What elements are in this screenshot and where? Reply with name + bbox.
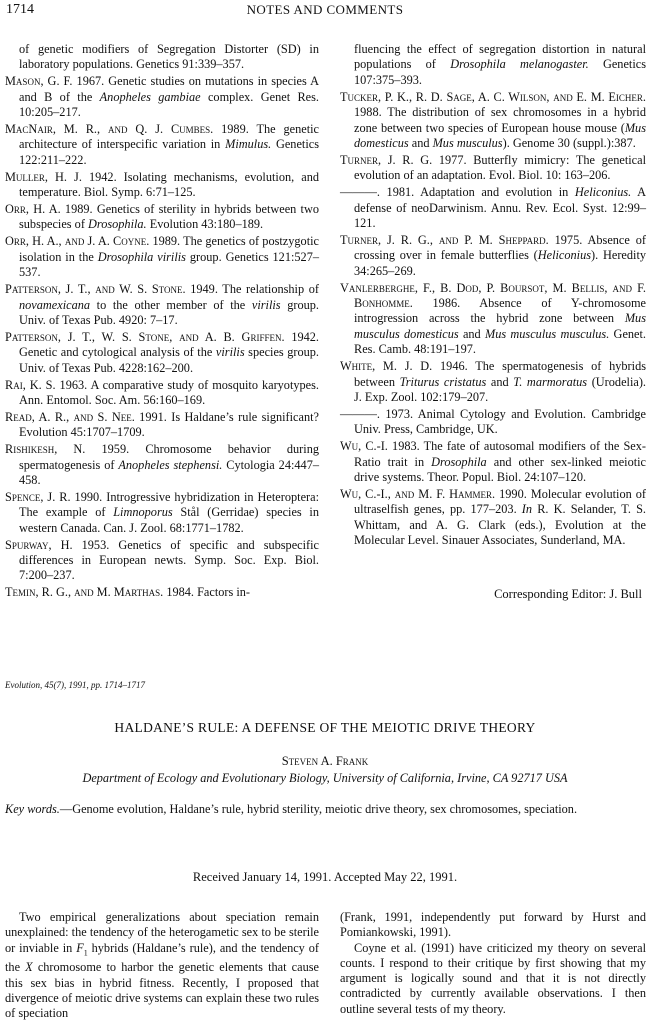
reference-text: Stål (Gerridae) species in western Canada. Can. J. Zool. 68:1771–1782. [19,505,319,535]
body-text-left [5,910,319,1022]
keywords [5,802,645,818]
page-number: 1714 [6,2,34,17]
journal-citation: Evolution, 45(7), 1991, pp. 1714–1717 [5,680,145,690]
reference-italic: Anopheles gambiae [99,89,201,104]
reference-italic: Drosophila [431,454,487,469]
reference-italic: Mus musculus domesticus [354,311,646,341]
reference-text: Evolution 43:180–189. [146,217,264,232]
body-text-subscript: 1 [83,948,88,958]
reference-entry [340,487,646,549]
reference-entry [340,407,646,438]
reference-text: fluencing the effect of segregation distortion in natural populations of [354,42,646,72]
reference-text: 1991. Is Haldane’s rule significant? Evolution 45:1707–1709. [19,409,319,440]
reference-text: 1963. A comparative study of mosquito karyotypes. Ann. Entomol. Soc. Am. 56:160–169. [19,377,319,407]
reference-italic: Heliconius. [574,185,632,200]
reference-text: of genetic modifiers of Segregation Distorter (SD) in laboratory populations. Genetics 91:339–357. [19,42,319,72]
reference-text: and [486,374,514,389]
body-text-right [340,910,646,1017]
reference-authors: Temin, R. G., and M. Marthas. [5,585,164,600]
reference-authors: White, M. J. D. [340,359,433,374]
reference-text: ). Genome 30 (suppl.):387. [502,135,636,150]
reference-text: Cytologia 24:447–458. [19,457,319,487]
reference-text: 1967. Genetic studies on mutations in species A and B of the [19,74,320,104]
reference-entry [340,233,646,279]
reference-text: 1953. Genetics of specific and subspecific differences in European newts. Symp. Soc. Exp. Biol. 7:200–237. [19,537,320,583]
reference-italic: Mus musculus [432,135,503,150]
reference-entry [340,153,646,184]
reference-italic: Mus domesticus [354,120,646,150]
reference-authors: Turner, J. R. G., and P. M. Sheppard. [340,232,549,247]
reference-text: Genetics 122:211–222. [19,137,319,167]
reference-authors: Orr, H. A. [5,202,61,217]
keywords-label: Key words. [5,802,60,816]
reference-authors: Wu, C.-I. [340,439,388,454]
reference-text: species group. Univ. of Texas Pub. 4228:162–200. [19,345,320,375]
article-title: HALDANE’S RULE: A DEFENSE OF THE MEIOTIC DRIVE THEORY [114,720,536,735]
reference-authors: Patterson, J. T., W. S. Stone, and A. B. Griffen. [5,329,285,344]
reference-text: and other sex-linked meiotic drive systems. Theor. Popul. Biol. 24:107–120. [354,454,647,484]
reference-text: R. K. Selander, T. S. Whittam, and A. G. Clark (eds.), Evolution at the Molecular Level. Sinauer Associates, Sunderland, MA. [354,502,646,548]
reference-authors: Mason, G. F. [5,74,73,89]
reference-italic: Heliconius [537,248,592,263]
reference-italic: Drosophila melanogaster. [450,57,589,72]
reference-text: 1989. The genetics of postzygotic isolation in the [19,234,319,264]
reference-entry [5,378,319,409]
reference-text: 1983. The fate of autosomal modifiers of the Sex-Ratio trait in [354,439,647,469]
reference-entry [340,281,646,358]
body-text-segment: Two empirical generalizations about speciation remain unexplained: the tendency of the heterogametic sex to be sterile or inviable in [5,910,319,955]
reference-authors: Rishikesh, N. [5,442,86,457]
reference-authors: Rai, K. S. [5,377,56,392]
reference-italic: Drosophila virilis [97,249,186,264]
reference-entry [340,185,646,231]
reference-text: 1942. Isolating mechanisms, evolution, and temperature. Biol. Symp. 6:71–125. [19,169,320,200]
reference-italic: In [521,502,533,517]
reference-text: A defense of neoDarwinism. Annu. Rev. Ecol. Syst. 12:99–121. [354,185,647,230]
reference-italic: Limnoporus [113,505,173,520]
reference-text: and [458,326,485,341]
body-text-segment: chromosome to harbor the genetic elements that cause this sex bias in hybrid fitness. Recently, I proposed that divergence of meiotic drive systems can explain these two rules of speciation [5,960,319,1021]
reference-authors: ———. [340,185,380,200]
reference-authors: Patterson, J. T., and W. S. Stone. [5,282,186,297]
reference-text: Genetics 107:375–393. [354,57,646,87]
reference-text: group. Genetics 121:527–537. [19,249,319,280]
reference-italic: novamexicana [19,297,91,312]
reference-italic: Drosophila. [87,217,147,232]
reference-text: 1984. Factors in- [163,585,251,600]
reference-italic: virilis [251,297,281,312]
reference-text: 1949. The relationship of [185,282,319,297]
reference-text: to the other member of the [90,297,252,312]
reference-entry [5,585,319,600]
references-left-column [5,42,319,602]
body-paragraph: (Frank, 1991, independently put forward by Hurst and Pomiankowski, 1991). [340,910,646,940]
reference-text: 1990. Introgressive hybridization in Heteroptera: The example of [19,489,320,520]
reference-entry [5,538,319,584]
article-author: Steven A. Frank [281,754,369,768]
reference-italic: Mimulus. [225,137,272,152]
reference-entry [340,42,646,88]
reference-text: 1942. Genetic and cytological analysis of the [19,329,320,360]
reference-italic: T. marmoratus [513,374,588,389]
reference-entry [5,442,319,488]
reference-text: 1973. Animal Cytology and Evolution. Cambridge Univ. Press, Cambridge, UK. [354,406,646,437]
reference-text: 1946. The spermatogenesis of hybrids between [354,359,647,389]
reference-text: group. Univ. of Texas Pub. 4920: 7–17. [19,297,319,327]
reference-text: 1977. Butterfly mimicry: The genetical evolution of an adaptation. Evol. Biol. 10: 163–206. [354,152,646,183]
reference-authors: Orr, H. A., and J. A. Coyne. [5,234,150,249]
reference-text: 1989. Genetics of sterility in hybrids between two subspecies of [19,202,320,232]
reference-text: and [408,135,433,150]
reference-italic: Triturus cristatus [399,374,487,389]
reference-authors: Spence, J. R. [5,489,71,504]
reference-text: complex. Genet Res. 10:205–217. [19,89,319,120]
reference-entry [5,330,319,376]
reference-text: 1988. The distribution of sex chromosomes in a hybrid zone between two species of European house mouse ( [354,105,646,135]
reference-text: 1981. Adaptation and evolution in [379,185,575,200]
reference-entry [340,359,646,405]
reference-entry [5,282,319,328]
reference-authors: Tucker, P. K., R. D. Sage, A. C. Wilson, and E. M. Eicher. [340,89,646,104]
reference-entry [5,74,319,120]
reference-entry [5,202,319,233]
reference-entry [5,490,319,536]
received-accepted-dates: Received January 14, 1991. Accepted May 22, 1991. [192,870,458,884]
reference-text: 1986. Absence of Y-chromosome introgression across the hybrid zone between [354,296,646,326]
reference-entry [5,42,319,73]
keywords-text: —Genome evolution, Haldane’s rule, hybrid sterility, meiotic drive theory, sex chromosomes, speciation. [59,802,578,816]
references-right-column [340,42,646,550]
reference-authors: Read, A. R., and S. Nee. [5,409,135,424]
reference-authors: MacNair, M. R., and Q. J. Cumbes. [5,122,214,137]
reference-entry [340,439,646,485]
reference-entry [340,90,646,152]
reference-entry [5,122,319,168]
reference-authors: Vanlerberghe, F., B. Dod, P. Boursot, M. Bellis, and F. Bonhomme. [340,280,646,310]
reference-italic: Anopheles stephensi. [118,457,223,472]
corresponding-editor: Corresponding Editor: J. Bull [494,587,642,601]
reference-italic: Mus musculus musculus. [484,326,610,341]
reference-text: 1990. Molecular evolution of ultraselfish genes, pp. 177–203. [354,486,646,517]
body-paragraph: Coyne et al. (1991) have criticized my theory on several counts. I respond to their critique by first showing that my argument is logically sound and that it is not directly contradicted by currently available observations. I then outline several tests of my theory. [340,940,646,1016]
reference-text: 1989. The genetic architecture of interspecific variation in [19,122,319,152]
reference-text: 1975. Absence of crossing over in female butterflies ( [354,232,646,263]
reference-text: Genet. Res. Camb. 48:191–197. [354,326,646,357]
reference-entry [5,234,319,280]
reference-text: ). Heredity 34:265–269. [354,248,647,278]
body-text-segment: hybrids (Haldane’s rule), and the tendency of the [5,940,319,975]
reference-italic: virilis [215,345,245,360]
reference-authors: ———. [340,406,380,421]
reference-authors: Spurway, H. [5,537,73,552]
reference-text: 1959. Chromosome behavior during spermatogenesis of [19,442,319,472]
reference-authors: Muller, H. J. [5,169,82,184]
reference-authors: Wu, C.-I., and M. F. Hammer. [340,486,496,501]
author-affiliation: Department of Ecology and Evolutionary Biology, University of California, Irvine, CA 92717 USA [82,771,568,785]
reference-entry [5,410,319,441]
reference-text: (Urodelia). J. Exp. Zool. 102:179–207. [354,374,646,404]
reference-entry [5,170,319,201]
body-text-italic: X [25,960,33,975]
reference-authors: Turner, J. R. G. [340,152,433,167]
running-head: NOTES AND COMMENTS [246,2,404,17]
body-text-italic: F [76,940,84,955]
